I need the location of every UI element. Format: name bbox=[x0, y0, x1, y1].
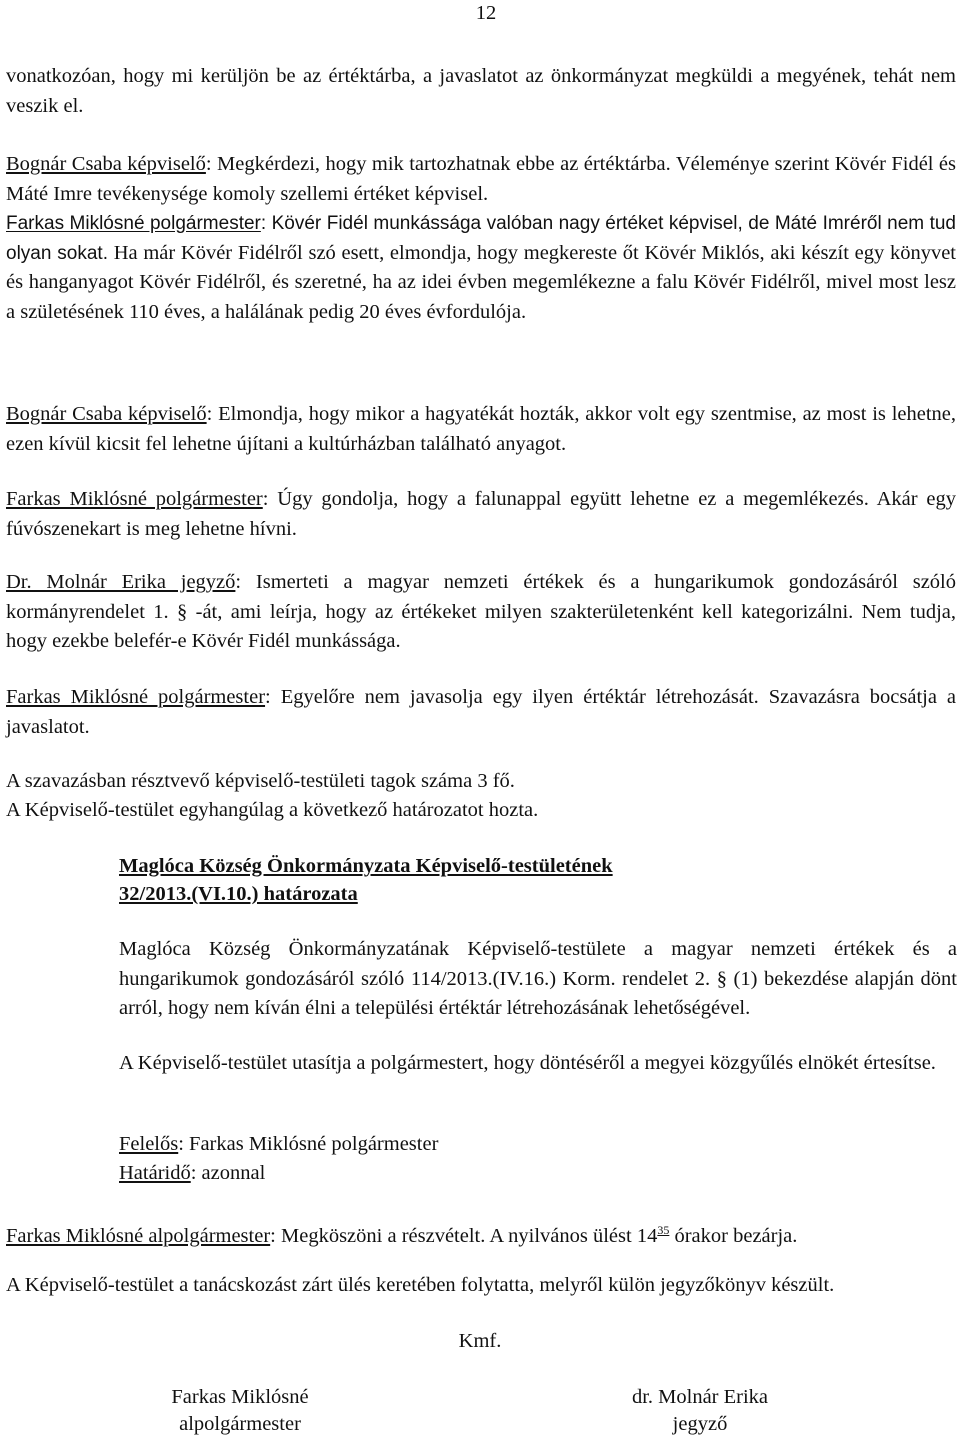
closing-text-end: órakor bezárja. bbox=[669, 1225, 798, 1247]
speech-text: Ha már Kövér Fidélről szó esett, elmondja, hogy megkereste őt Kövér Miklós, aki készít egy könyvet és hanganyagot Kövér Fidélről, és szeretné, ha az idei évben megemlékezne a falu Kövér Fidélről, mivel most lesz a születésének 110 éves, a halálának pedig 20 éves évfordulója. bbox=[6, 241, 956, 323]
speaker-label: Farkas Miklósné polgármester bbox=[6, 213, 261, 234]
paragraph-closed-session: A Képviselő-testület a tanácskozást zárt ülés keretében folytatta, melyről külön jegyzőkönyv készült. bbox=[6, 1274, 835, 1296]
deadline-value: : azonnal bbox=[190, 1162, 266, 1184]
speech-text: : Elmondja, hogy mikor a hagyatékát hozták, akkor volt egy szentmise, az most is lehetne, ezen kívül kicsit fel lehetne újítani a kultúrházban található anyagot. bbox=[6, 403, 957, 455]
resolution-responsible bbox=[119, 1130, 957, 1160]
speech-text-sans: : Kövér Fidél munkássága valóban nagy értéket képvisel, de Máté Imréről nem tud olyan sokat. bbox=[6, 213, 957, 264]
speaker-label: Farkas Miklósné alpolgármester bbox=[6, 1225, 271, 1247]
deadline-label: Határidő bbox=[119, 1162, 191, 1184]
resolution-title-line2: 32/2013.(VI.10.) határozata bbox=[119, 883, 358, 905]
closing-text: : Megköszöni a részvételt. A nyilvános ülést 14 bbox=[270, 1225, 658, 1247]
paragraph-bognar-1 bbox=[6, 150, 956, 209]
paragraph-farkas-1 bbox=[6, 209, 956, 327]
paragraph-farkas-3 bbox=[6, 683, 956, 742]
paragraph-intro bbox=[6, 62, 956, 121]
vote-count: A szavazásban résztvevő képviselő-testületi tagok száma 3 fő. bbox=[6, 770, 515, 792]
resolution-body-2: A Képviselő-testület utasítja a polgármestert, hogy döntéséről a megyei közgyűlés elnökét értesítse. bbox=[119, 1052, 936, 1074]
speech-text: : Megkérdezi, hogy mik tartozhatnak ebbe az értéktárba. Véleménye szerint Kövér Fidél és Máté Imre tevékenysége komoly szellemi értéket képvisel. bbox=[6, 153, 956, 205]
speech-text: : Egyelőre nem javasolja egy ilyen értéktár létrehozását. Szavazásra bocsátja a javaslatot. bbox=[6, 686, 956, 738]
speaker-label: Bognár Csaba képviselő bbox=[6, 153, 206, 175]
signature-left-name: Farkas Miklósné bbox=[171, 1386, 309, 1408]
signature-right-name: dr. Molnár Erika bbox=[631, 1386, 769, 1408]
vote-result: A Képviselő-testület egyhangúlag a következő határozatot hozta. bbox=[6, 799, 539, 821]
resolution-deadline bbox=[119, 1159, 957, 1189]
signature-left-title: alpolgármester bbox=[179, 1413, 301, 1435]
kmf-label: Kmf. bbox=[458, 1330, 502, 1352]
speech-text: : Úgy gondolja, hogy a falunappal együtt lehetne ez a megemlékezés. Akár egy fúvószenekart is meg lehetne hívni. bbox=[6, 488, 956, 540]
paragraph-bognar-2 bbox=[6, 400, 956, 459]
paragraph-intro-text: vonatkozóan, hogy mi kerüljön be az értéktárba, a javaslatot az önkormányzat megküldi a megyének, tehát nem veszik el. bbox=[6, 65, 956, 117]
paragraph-molnar bbox=[6, 568, 956, 657]
speaker-label: Dr. Molnár Erika jegyző bbox=[6, 571, 236, 593]
paragraph-farkas-2 bbox=[6, 485, 956, 544]
responsible-label: Felelős bbox=[119, 1133, 179, 1155]
speaker-label: Bognár Csaba képviselő bbox=[6, 403, 207, 425]
signature-right-title: jegyző bbox=[672, 1413, 728, 1435]
resolution-body-1: Maglóca Község Önkormányzatának Képviselő-testülete a magyar nemzeti értékek és a hungarikumok gondozásáról szóló 114/2013.(IV.16.) Korm. rendelet 2. § (1) bekezdése alapján dönt arról, hogy nem kíván élni a települési értéktár létrehozásának lehetőségével. bbox=[119, 938, 957, 1019]
responsible-value: : Farkas Miklósné polgármester bbox=[178, 1133, 439, 1155]
speaker-label: Farkas Miklósné polgármester bbox=[6, 488, 263, 510]
speaker-label: Farkas Miklósné polgármester bbox=[6, 686, 266, 708]
page-number: 12 bbox=[475, 2, 497, 24]
paragraph-closing bbox=[6, 1216, 956, 1252]
closing-time-minutes: 35 bbox=[657, 1223, 670, 1237]
resolution-title-line1: Maglóca Község Önkormányzata Képviselő-testületének bbox=[119, 855, 613, 877]
speech-text: : Ismerteti a magyar nemzeti értékek és a hungarikumok gondozásáról szóló kormányrendelet 1. § -át, ami leírja, hogy az értékeket milyen szakterületenként kell kategorizálni. Nem tudja, hogy ezekbe belefér-e Kövér Fidél munkássága. bbox=[6, 571, 957, 652]
